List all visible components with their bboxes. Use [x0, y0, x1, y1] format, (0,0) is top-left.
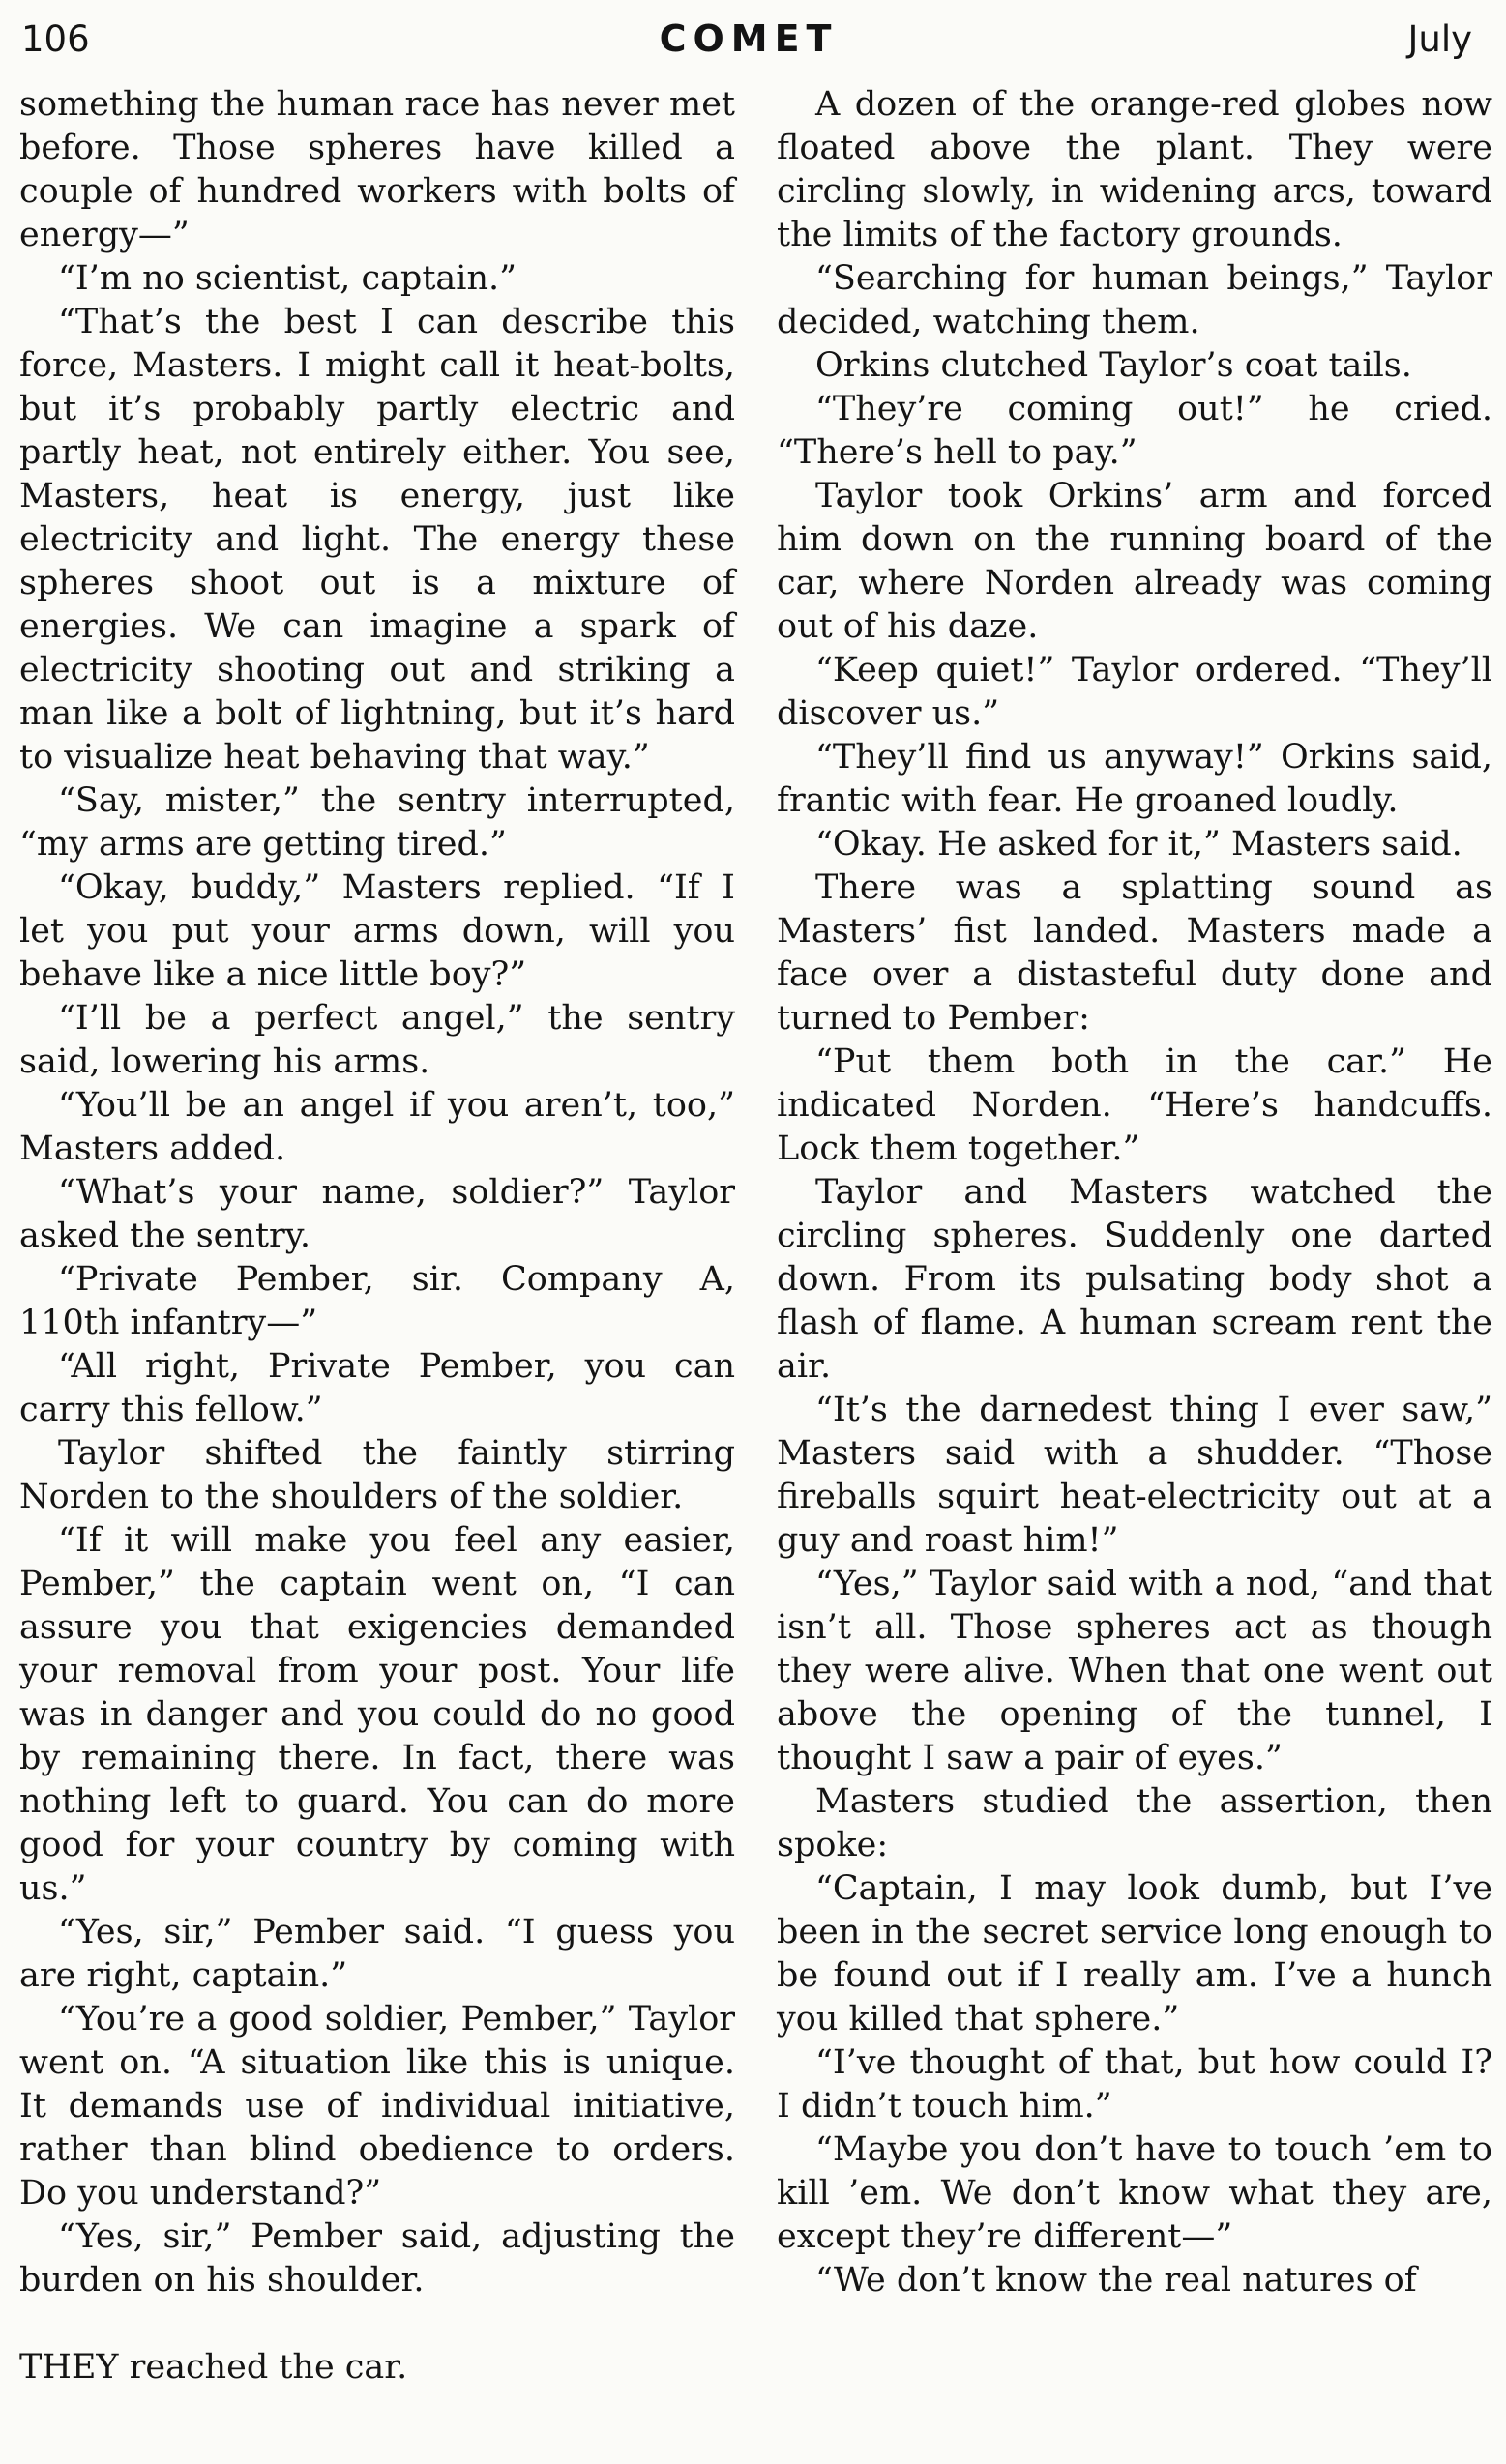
paragraph: “I’ll be a perfect angel,” the sentry said, lowering his arms.: [19, 999, 735, 1081]
paragraph: There was a splatting sound as Masters’ fist landed. Masters made a face over a distasteful duty done and turned to Pember:: [777, 868, 1492, 1038]
paragraph: “Captain, I may look dumb, but I’ve been in the secret service long enough to be found out if I really am. I’ve a hunch you killed that sphere.”: [777, 1869, 1492, 2039]
paragraph: “Okay, buddy,” Masters replied. “If I let you put your arms down, will you behave like a nice little boy?”: [19, 868, 735, 994]
paragraph: “I’m no scientist, captain.”: [58, 259, 517, 298]
paragraph: “Searching for human beings,” Taylor decided, watching them.: [777, 259, 1492, 341]
paragraph: Taylor took Orkins’ arm and forced him down on the running board of the car, where Norden already was coming out of his daze.: [777, 477, 1492, 646]
paragraph: THEY reached the car.: [19, 2348, 408, 2387]
paragraph: “You’re a good soldier, Pember,” Taylor went on. “A situation like this is unique. It demands use of individual initiative, rather than blind obedience to orders. Do you understand?”: [19, 2000, 735, 2213]
paragraph: Taylor shifted the faintly stirring Norden to the shoulders of the soldier.: [19, 1434, 735, 1516]
left-column: [19, 83, 735, 2390]
paragraph: “It’s the darnedest thing I ever saw,” Masters said with a shudder. “Those fireballs squirt heat-electricity out at a guy and roast him!”: [777, 1391, 1492, 1560]
paragraph: Masters studied the assertion, then spoke:: [777, 1782, 1492, 1864]
paragraph: “They’ll find us anyway!” Orkins said, frantic with fear. He groaned loudly.: [777, 738, 1492, 820]
paragraph: “I’ve thought of that, but how could I? I didn’t touch him.”: [777, 2043, 1492, 2126]
paragraph: “They’re coming out!” he cried. “There’s hell to pay.”: [777, 390, 1492, 472]
paragraph: “Yes, sir,” Pember said. “I guess you are right, captain.”: [19, 1913, 735, 1995]
paragraph: “What’s your name, soldier?” Taylor asked the sentry.: [19, 1173, 735, 1255]
paragraph: “Say, mister,” the sentry interrupted, “my arms are getting tired.”: [19, 781, 735, 864]
paragraph: “If it will make you feel any easier, Pember,” the captain went on, “I can assure you that exigencies demanded your removal from your post. Your life was in danger and you could do no good by remaining there. In fact, there was nothing left to guard. You can do more good for your country by coming with us.”: [19, 1521, 735, 1908]
paragraph: “That’s the best I can describe this force, Masters. I might call it heat-bolts, but it’s probably partly electric and partly heat, not entirely either. You see, Masters, heat is energy, just like electricity and light. The energy these spheres shoot out is a mixture of energies. We can imagine a spark of electricity shooting out and striking a man like a bolt of lightning, but it’s hard to visualize heat behaving that way.”: [19, 303, 735, 777]
issue-month: July: [1407, 17, 1472, 60]
page-number: 106: [21, 17, 90, 60]
paragraph: “Yes, sir,” Pember said, adjusting the burden on his shoulder.: [19, 2217, 735, 2300]
running-header: [21, 12, 1472, 66]
paragraph: “You’ll be an angel if you aren’t, too,” Masters added.: [19, 1086, 735, 1168]
paragraph: Orkins clutched Taylor’s coat tails.: [815, 346, 1412, 385]
right-column: [777, 83, 1492, 2303]
paragraph: “All right, Private Pember, you can carry this fellow.”: [19, 1347, 735, 1429]
paragraph: “We don’t know the real natures of: [815, 2261, 1417, 2300]
paragraph: A dozen of the orange-red globes now floated above the plant. They were circling slowly, in widening arcs, toward the limits of the factory grounds.: [777, 85, 1492, 254]
magazine-title: COMET: [659, 17, 839, 60]
paragraph: “Okay. He asked for it,” Masters said.: [815, 825, 1462, 864]
paragraph: “Maybe you don’t have to touch ’em to kill ’em. We don’t know what they are, except they’re different—”: [777, 2130, 1492, 2256]
paragraph: “Keep quiet!” Taylor ordered. “They’ll discover us.”: [777, 651, 1492, 733]
paragraph: Taylor and Masters watched the circling spheres. Suddenly one darted down. From its pulsating body shot a flash of flame. A human scream rent the air.: [777, 1173, 1492, 1386]
paragraph: “Put them both in the car.” He indicated Norden. “Here’s handcuffs. Lock them together.”: [777, 1042, 1492, 1168]
paragraph: “Yes,” Taylor said with a nod, “and that isn’t all. Those spheres act as though they were alive. When that one went out above the opening of the tunnel, I thought I saw a pair of eyes.”: [777, 1565, 1492, 1777]
paragraph: “Private Pember, sir. Company A, 110th infantry—”: [19, 1260, 735, 1342]
paragraph: something the human race has never met before. Those spheres have killed a couple of hundred workers with bolts of energy—”: [19, 85, 735, 254]
